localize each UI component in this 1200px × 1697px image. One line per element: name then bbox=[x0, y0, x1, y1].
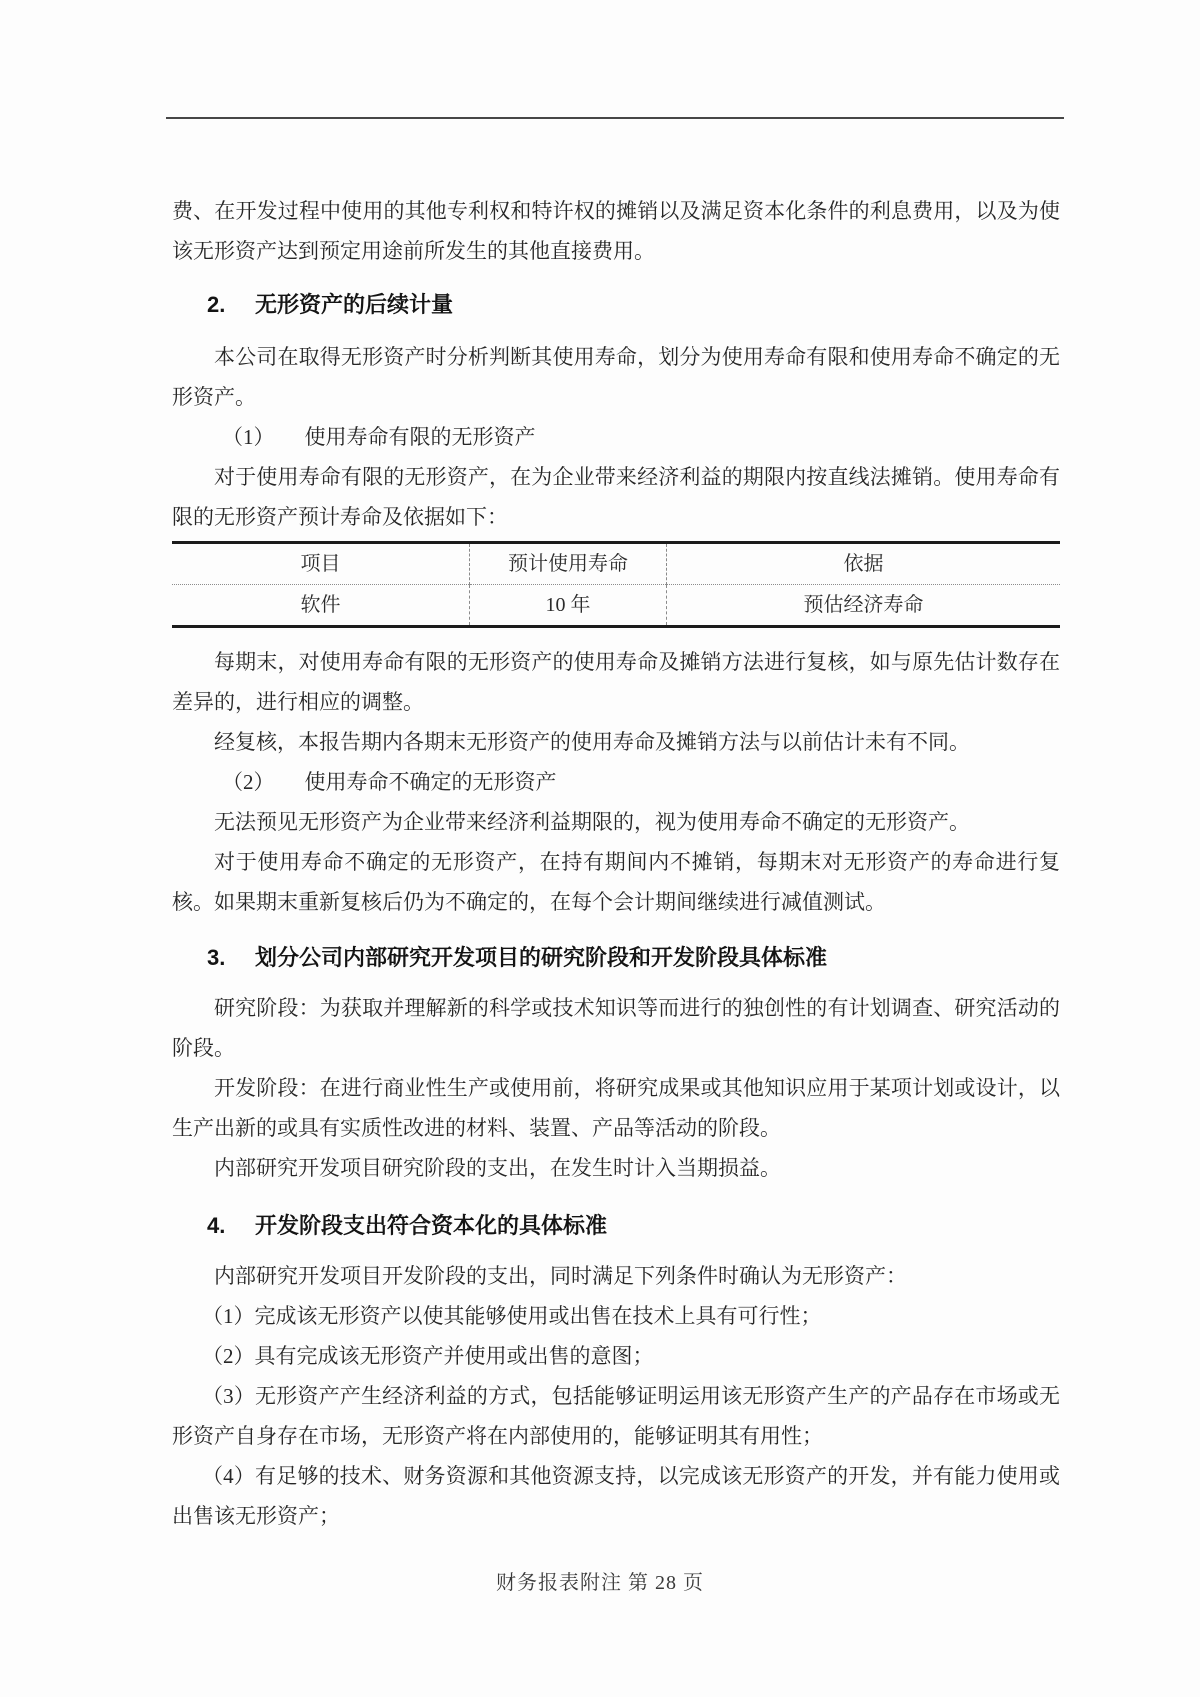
capitalization-condition-1: （1）完成该无形资产以使其能够使用或出售在技术上具有可行性； bbox=[202, 1304, 822, 1328]
section-2-title: 无形资产的后续计量 bbox=[255, 292, 454, 317]
section-2-paragraph-4: 经复核，本报告期内各期末无形资产的使用寿命及摊销方法与以前估计未有不同。 bbox=[214, 730, 970, 754]
section-3-paragraph-1: 研究阶段：为获取并理解新的科学或技术知识等而进行的独创性的有计划调查、研究活动的阶段。 bbox=[172, 996, 1060, 1060]
section-3-paragraph-2: 开发阶段：在进行商业性生产或使用前，将研究成果或其他知识应用于某项计划或设计，以生产出新的或具有实质性改进的材料、装置、产品等活动的阶段。 bbox=[172, 1076, 1060, 1140]
section-2-heading bbox=[172, 285, 1060, 325]
subsection-2-line bbox=[172, 762, 1060, 802]
capitalization-condition-2: （2）具有完成该无形资产并使用或出售的意图； bbox=[202, 1344, 654, 1368]
section-2-paragraph-2: 对于使用寿命有限的无形资产，在为企业带来经济利益的期限内按直线法摊销。使用寿命有限的无形资产预计寿命及依据如下： bbox=[172, 465, 1060, 529]
capitalization-condition-4: （4）有足够的技术、财务资源和其他资源支持，以完成该无形资产的开发，并有能力使用或出售该无形资产； bbox=[172, 1464, 1060, 1528]
subsection-1-line bbox=[172, 417, 1060, 457]
section-2-paragraph-1: 本公司在取得无形资产时分析判断其使用寿命，划分为使用寿命有限和使用寿命不确定的无形资产。 bbox=[172, 345, 1060, 409]
paragraph-intro: 费、在开发过程中使用的其他专利权和特许权的摊销以及满足资本化条件的利息费用，以及为使该无形资产达到预定用途前所发生的其他直接费用。 bbox=[172, 199, 1060, 263]
subsection-2-title: 使用寿命不确定的无形资产 bbox=[304, 770, 557, 794]
section-2-number: 2. bbox=[207, 292, 226, 317]
subsection-1-title: 使用寿命有限的无形资产 bbox=[304, 425, 536, 449]
subsection-2-label: （2） bbox=[222, 770, 275, 794]
table-cell-item: 软件 bbox=[300, 594, 341, 616]
table-header-expected-life: 预计使用寿命 bbox=[469, 543, 666, 585]
table-header-row bbox=[172, 543, 1060, 585]
section-2-paragraph-3: 每期末，对使用寿命有限的无形资产的使用寿命及摊销方法进行复核，如与原先估计数存在差异的，进行相应的调整。 bbox=[172, 650, 1060, 714]
useful-life-table bbox=[172, 541, 1060, 628]
table-cell-basis: 预估经济寿命 bbox=[667, 585, 1060, 627]
table-row bbox=[172, 585, 1060, 627]
section-3-paragraph-3: 内部研究开发项目研究阶段的支出，在发生时计入当期损益。 bbox=[214, 1156, 781, 1180]
section-2-paragraph-5: 无法预见无形资产为企业带来经济利益期限的，视为使用寿命不确定的无形资产。 bbox=[214, 810, 970, 834]
section-4-heading bbox=[172, 1206, 1060, 1246]
section-4-title: 开发阶段支出符合资本化的具体标准 bbox=[255, 1213, 608, 1238]
section-3-number: 3. bbox=[207, 945, 226, 970]
section-3-heading bbox=[172, 938, 1060, 978]
section-4-paragraph-1: 内部研究开发项目开发阶段的支出，同时满足下列条件时确认为无形资产： bbox=[214, 1264, 907, 1288]
table-header-item: 项目 bbox=[300, 553, 341, 575]
table-header-basis: 依据 bbox=[667, 543, 1060, 585]
section-3-title: 划分公司内部研究开发项目的研究阶段和开发阶段具体标准 bbox=[255, 945, 828, 970]
table-cell-expected-life: 10 年 bbox=[469, 585, 666, 627]
capitalization-condition-3: （3）无形资产产生经济利益的方式，包括能够证明运用该无形资产生产的产品存在市场或无形资产自身存在市场，无形资产将在内部使用的，能够证明其有用性； bbox=[172, 1384, 1060, 1448]
section-2-paragraph-6: 对于使用寿命不确定的无形资产，在持有期间内不摊销，每期末对无形资产的寿命进行复核。如果期末重新复核后仍为不确定的，在每个会计期间继续进行减值测试。 bbox=[172, 850, 1060, 914]
section-4-number: 4. bbox=[207, 1213, 226, 1238]
page-content bbox=[172, 191, 1060, 1536]
subsection-1-label: （1） bbox=[222, 425, 275, 449]
page-footer: 财务报表附注 第 28 页 bbox=[496, 1572, 704, 1594]
header-rule bbox=[166, 117, 1064, 119]
